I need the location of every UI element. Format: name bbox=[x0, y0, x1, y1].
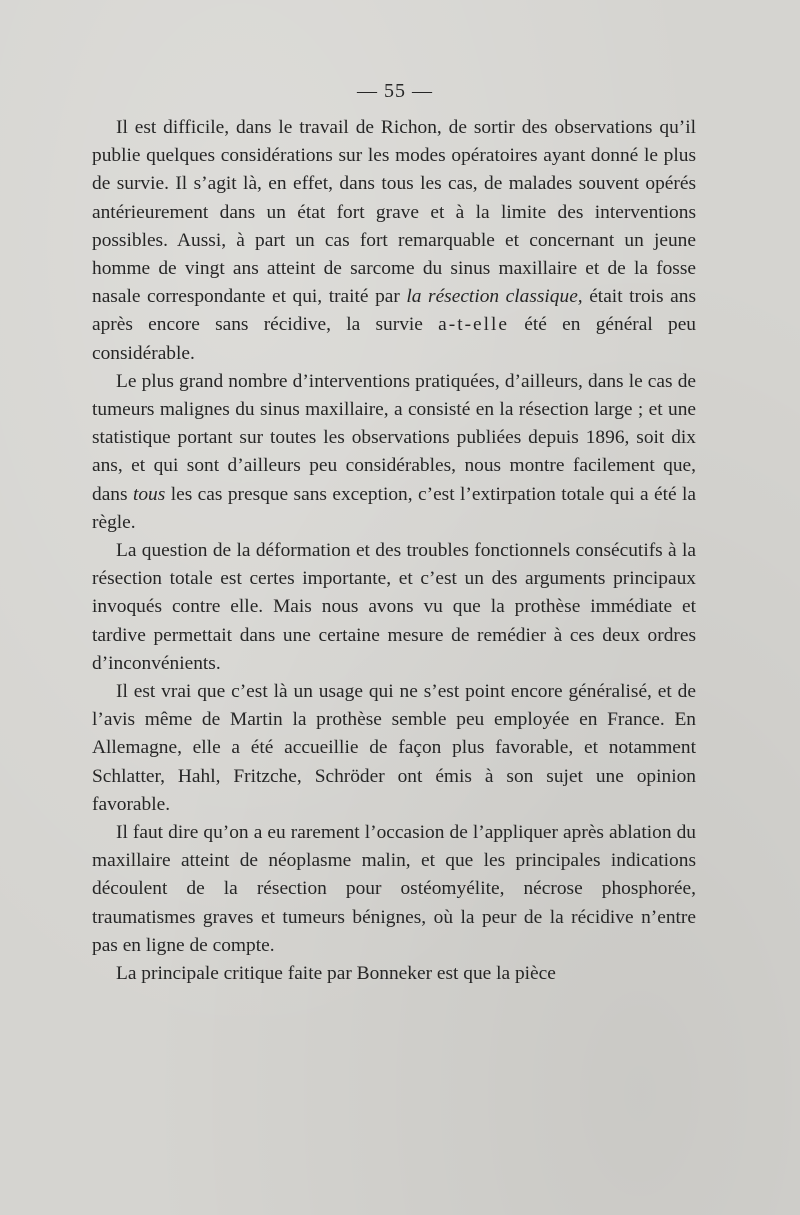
paragraph-1-text-a: Il est difficile, dans le travail de Richon, de sortir des observations qu’il publie quelques considérations sur les modes opératoires ayant donné le plus de survie. Il s’agit là, en effet, dans tous les cas, de malades souvent opérés antérieurement dans un état fort grave et à la limite des interventions possibles. Aussi, à part un cas fort remarquable et concernant un jeune homme de vingt ans atteint de sarcome du sinus maxillaire et de la fosse nasale correspondante et qui, traité par bbox=[92, 117, 696, 308]
page-number: — 55 — bbox=[357, 80, 433, 102]
paragraph-1-text-c: été en général peu considérable. bbox=[92, 314, 696, 364]
paragraph-2-text-a: Le plus grand nombre d’interventions pratiquées, d’ailleurs, dans le cas de tumeurs malignes du sinus maxillaire, a consisté en la résection large ; et une statistique portant sur toutes les observations publiées depuis 1896, soit dix ans, et qui sont d’ailleurs peu considérables, nous montre facilement que, dans bbox=[92, 370, 696, 505]
body-text bbox=[92, 114, 696, 988]
paragraph-1 bbox=[92, 114, 696, 368]
paragraph-6: La principale critique faite par Bonneker est que la pièce bbox=[116, 963, 556, 985]
paragraph-2-text-b: les cas presque sans exception, c’est l’extirpation totale qui a été la règle. bbox=[92, 483, 696, 533]
paragraph-1-italic: la résection classique, bbox=[406, 286, 583, 308]
paragraph-1-spaced: a-t-elle bbox=[438, 314, 510, 336]
paragraph-2-italic: tous bbox=[132, 483, 166, 505]
paragraph-1-text-b: était trois ans après encore sans récidive, la survie bbox=[92, 286, 696, 336]
paragraph-4: Il est vrai que c’est là un usage qui ne s’est point encore généralisé, et de l’avis même de Martin la prothèse semble peu employée en France. En Allemagne, elle a été accueillie de façon plus favorable, et notamment Schlatter, Hahl, Fritzche, Schröder ont émis à son sujet une opinion favorable. bbox=[92, 681, 696, 815]
paragraph-2 bbox=[92, 368, 696, 537]
paragraph-3: La question de la déformation et des troubles fonctionnels consécutifs à la résection totale est certes importante, et c’est un des arguments principaux invoqués contre elle. Mais nous avons vu que la prothèse immédiate et tardive permettait dans une certaine mesure de remédier à ces deux ordres d’inconvénients. bbox=[92, 540, 696, 674]
paragraph-5: Il faut dire qu’on a eu rarement l’occasion de l’appliquer après ablation du maxillaire atteint de néoplasme malin, et que les principales indications découlent de la résection pour ostéomyélite, nécrose phosphorée, traumatismes graves et tumeurs bénignes, où la peur de la récidive n’entre pas en ligne de compte. bbox=[92, 822, 696, 956]
